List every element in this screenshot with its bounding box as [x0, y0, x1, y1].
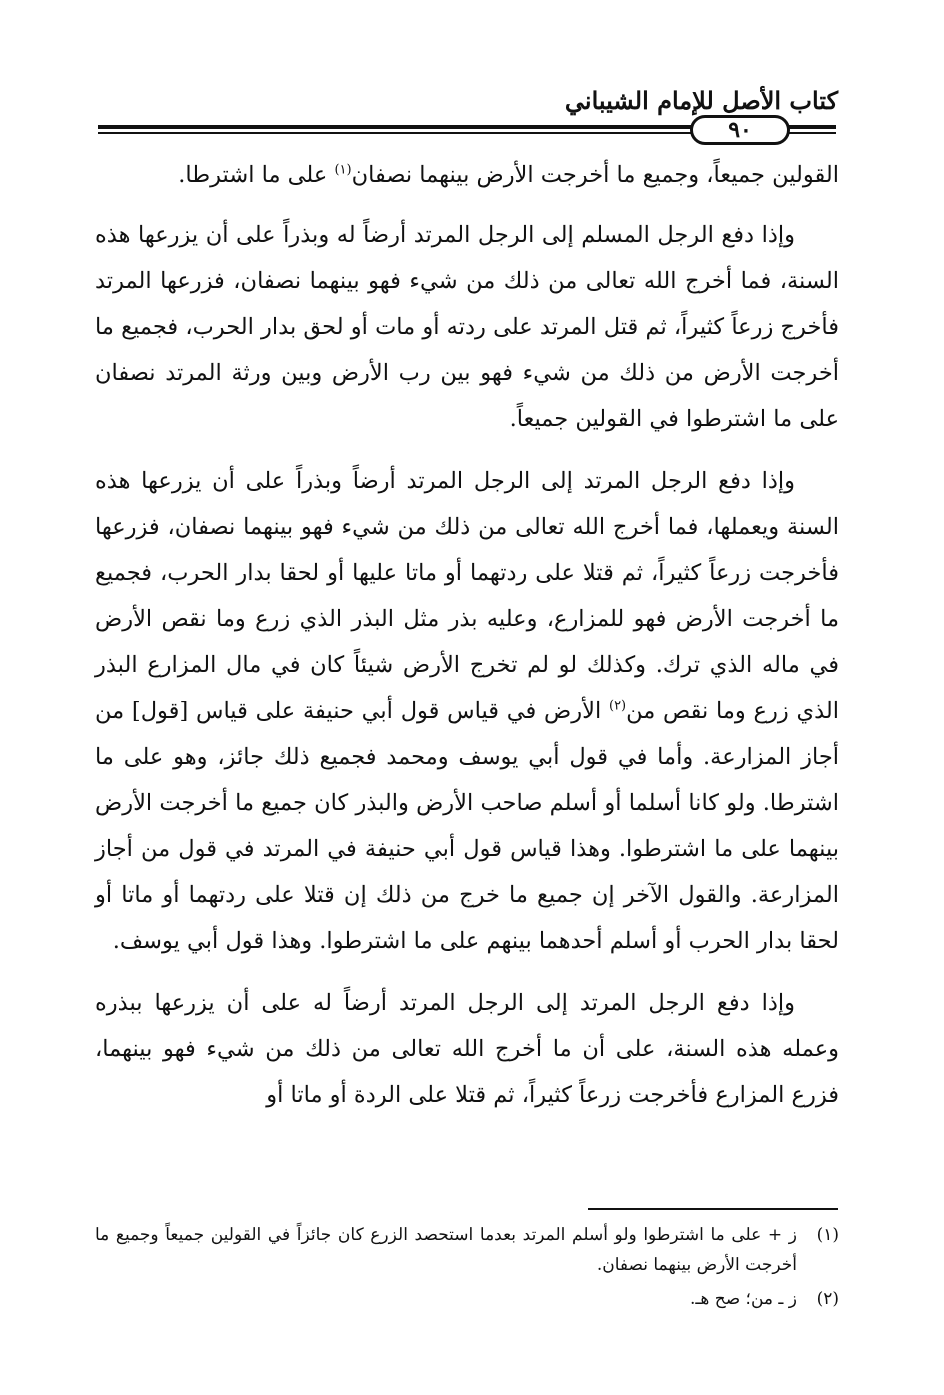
footnote-2-text: ز ـ من؛ صح هـ.	[689, 1289, 797, 1309]
footnote-2-number: (٢)	[816, 1289, 839, 1309]
footnote-1	[95, 1220, 839, 1280]
footnote-1-number: (١)	[816, 1225, 839, 1245]
main-text	[95, 152, 839, 1134]
paragraph-3-text-end: الأرض في قياس قول أبي حنيفة على قياس [قول] من أجاز المزارعة. وأما في قول أبي يوسف ومحمد فجميع ذلك جائز، وهو على ما اشترطا. ولو كانا أسلما أو أسلم صاحب الأرض والبذر كان جميع ما أخرجت الأرض بينهما على ما اشترطوا. وهذا قياس قول أبي حنيفة في المرتد في قول من أجاز المزارعة. والقول الآخر إن جميع ما خرج من ذلك إن قتلا على ردتهما أو ماتا أو لحقا بدار الحرب أو أسلم أحدهما بينهم على ما اشترطوا. وهذا قول أبي يوسف.	[95, 698, 839, 954]
paragraph-1-text-end: على ما اشترطا.	[178, 162, 335, 188]
running-title: كتاب الأصل للإمام الشيباني	[564, 86, 838, 115]
paragraph-3-text: وإذا دفع الرجل المرتد إلى الرجل المرتد أرضاً وبذراً على أن يزرعها هذه السنة ويعملها، فما أخرج الله تعالى من ذلك من شيء فهو بينهما نصفان، فزرعها فأخرجت زرعاً كثيراً، ثم قتلا على ردتهما أو ماتا عليها أو لحقا بدار الحرب، فجميع ما أخرجت الأرض فهو للمزارع، وعليه بذر مثل البذر الذي زرع وما نقص الأرض في ماله الذي ترك. وكذلك لو لم تخرج الأرض شيئاً كان في مال المزارع البذر الذي زرع وما نقص من	[95, 468, 839, 724]
paragraph-4: وإذا دفع الرجل المرتد إلى الرجل المرتد أرضاً له على أن يزرعها ببذره وعمله هذه السنة، على أن ما أخرج الله تعالى من ذلك من شيء فهو بينهما، فزرع المزارع فأخرجت زرعاً كثيراً، ثم قتلا على الردة أو ماتا أو	[95, 990, 839, 1108]
footnote-1-text: ز + على ما اشترطوا ولو أسلم المرتد بعدما استحصد الزرع كان جائزاً في القولين جميعاً وجميع ما أخرجت الأرض بينهما نصفان.	[95, 1225, 797, 1275]
footnotes	[95, 1220, 839, 1318]
paragraph-1-text: القولين جميعاً، وجميع ما أخرجت الأرض بينهما نصفان	[351, 162, 839, 188]
page-number: ٩٠	[690, 115, 790, 145]
paragraph-2: وإذا دفع الرجل المسلم إلى الرجل المرتد أرضاً له وبذراً على أن يزرعها هذه السنة، فما أخرج الله تعالى من ذلك من شيء فهو بينهما نصفان، فزرعها المرتد فأخرج زرعاً كثيراً، ثم قتل المرتد على ردته أو مات أو لحق بدار الحرب، فجميع ما أخرجت الأرض من ذلك من شيء فهو بين رب الأرض وبين ورثة المرتد نصفان على ما اشترطوا في القولين جميعاً.	[95, 222, 839, 432]
footnote-2	[95, 1284, 839, 1314]
paragraph-3	[95, 458, 839, 964]
paragraph-1	[95, 152, 839, 198]
footnote-separator	[588, 1208, 838, 1210]
footnote-ref-1[interactable]: (١)	[334, 162, 352, 178]
footnote-ref-2[interactable]: (٢)	[608, 698, 627, 714]
